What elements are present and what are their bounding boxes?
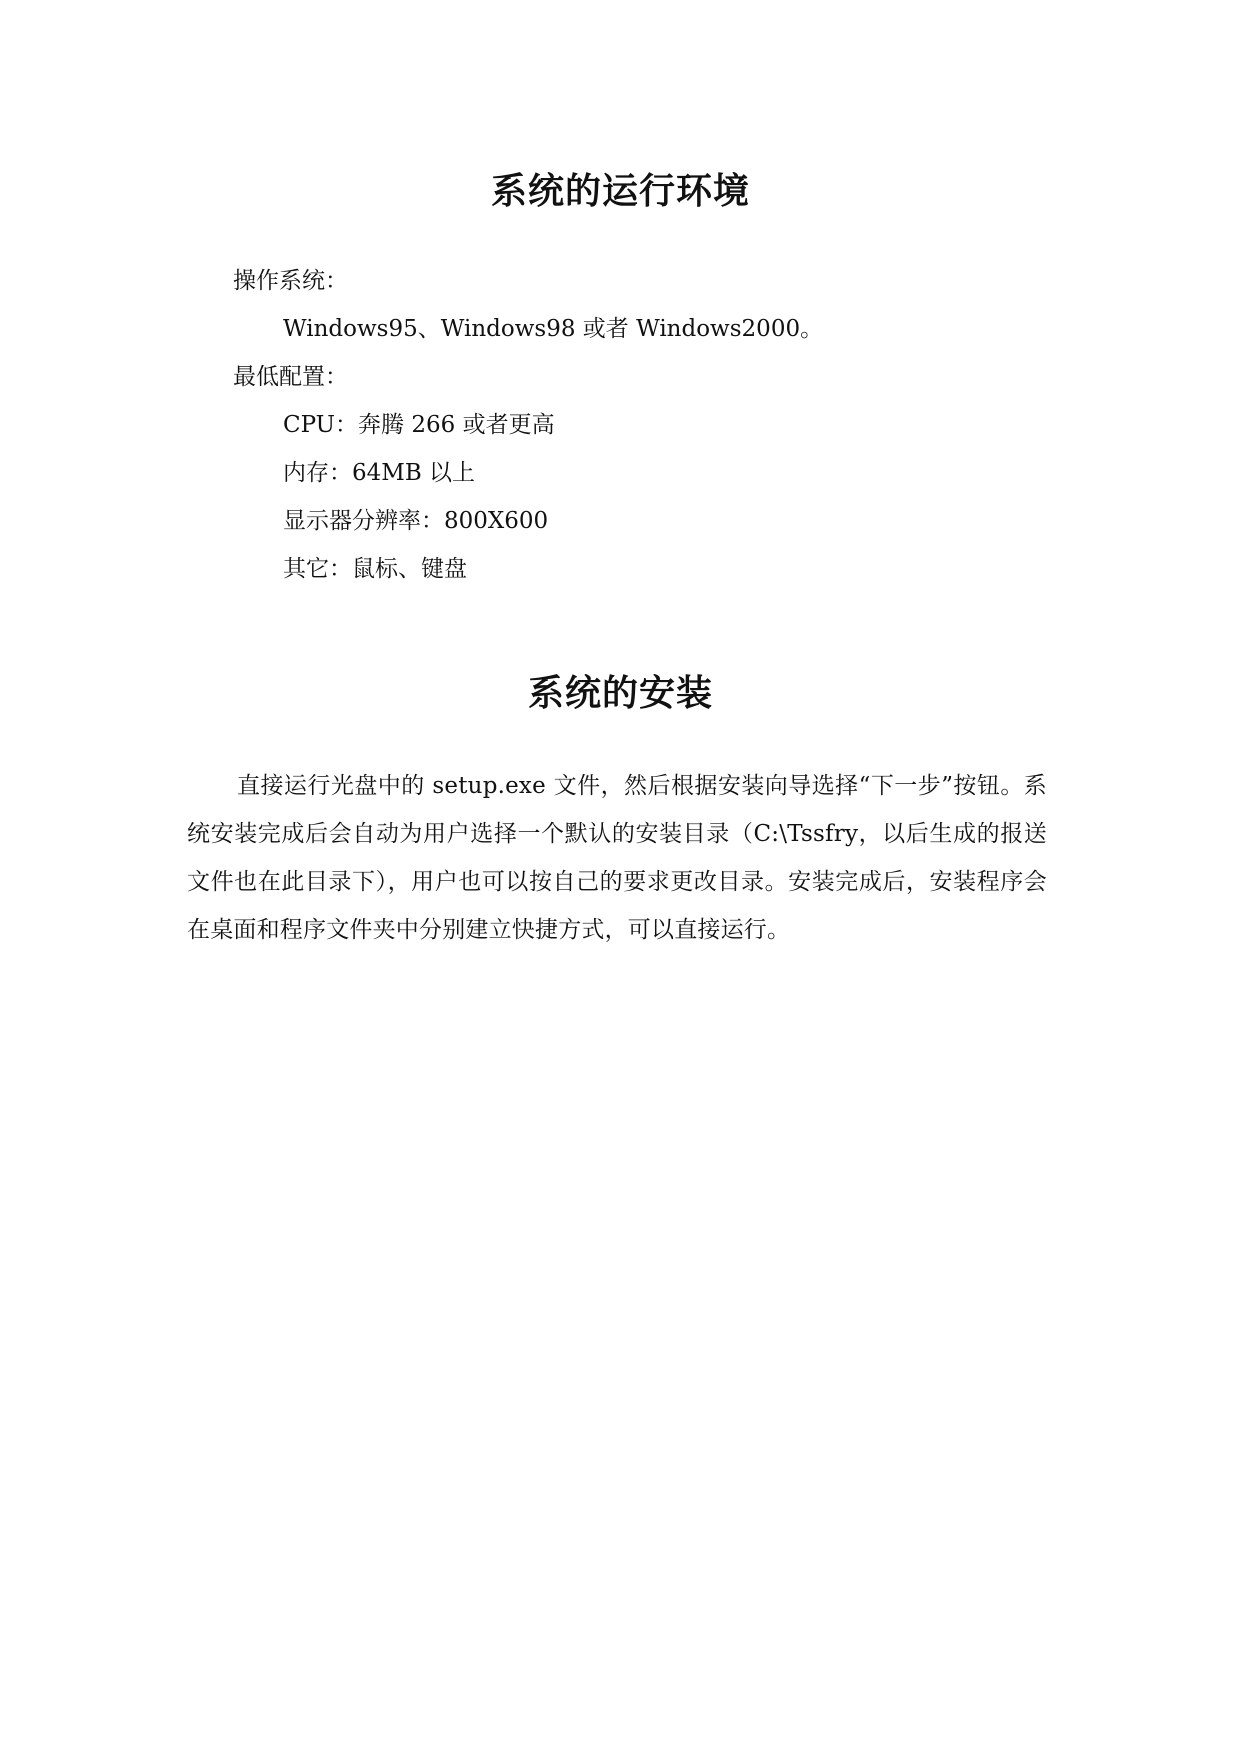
resolution-requirement: 显示器分辨率：800X600 xyxy=(283,508,549,534)
os-value: Windows95、Windows98 或者 Windows2000。 xyxy=(283,316,824,342)
memory-requirement: 内存：64MB 以上 xyxy=(283,460,476,486)
os-label: 操作系统： xyxy=(233,268,348,294)
installation-paragraph: 直接运行光盘中的 setup.exe 文件，然后根据安装向导选择“下一步”按钮。系统安装完成后会自动为用户选择一个默认的安装目录（C:\Tssfry，以后生成的报送文件也在此目录下），用户也可以按自己的要求更改目录。安装完成后，安装程序会在桌面和程序文件夹中分别建立快捷方式，可以直接运行。 xyxy=(187,773,1047,943)
other-requirement: 其它：鼠标、键盘 xyxy=(283,556,467,582)
section-title-runtime-environment: 系统的运行环境 xyxy=(490,171,750,212)
min-config-label: 最低配置： xyxy=(233,364,348,390)
cpu-requirement: CPU：奔腾 266 或者更高 xyxy=(283,412,555,438)
section-title-installation: 系统的安装 xyxy=(527,673,713,714)
